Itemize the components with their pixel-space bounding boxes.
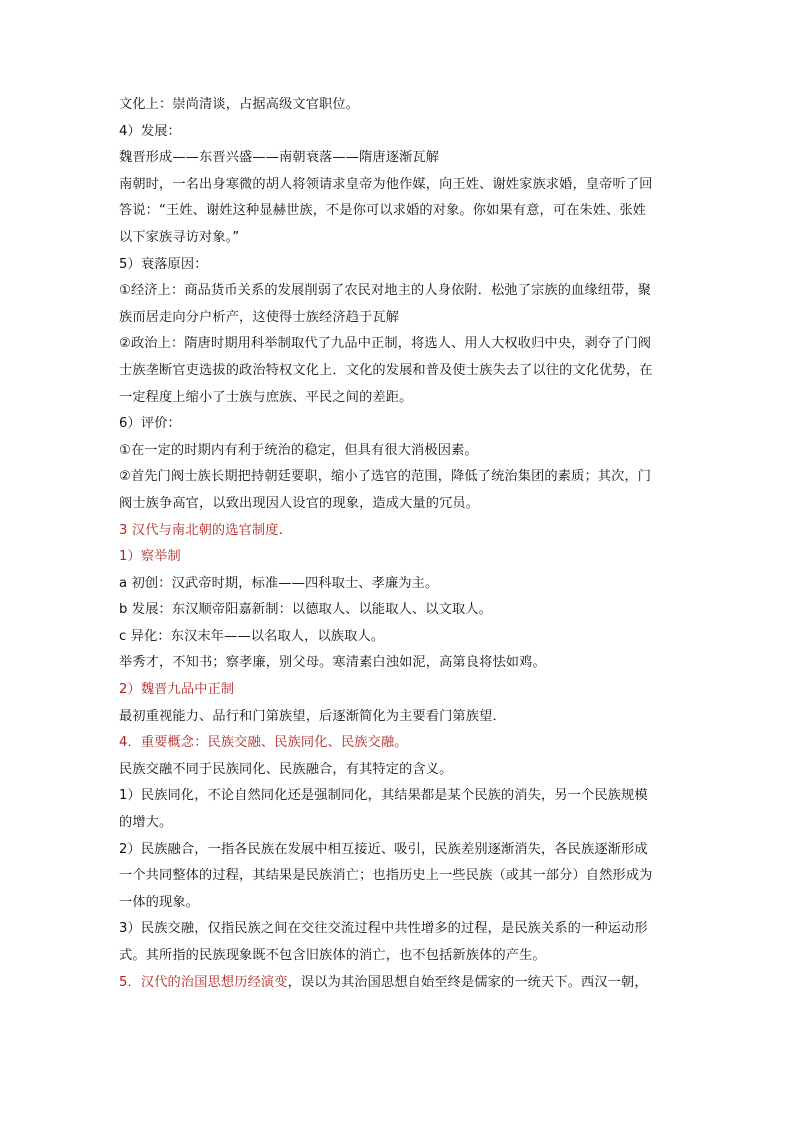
text-line: 民族交融不同于民族同化、民族融合，有其特定的含义。 — [119, 761, 453, 777]
text-line: 2）民族融合，一指各民族在发展中相互接近、吸引，民族差别逐渐消失，各民族逐渐形成 — [119, 841, 648, 857]
text-line: 6）评价： — [119, 416, 181, 432]
section-5-text: ，误以为其治国思想自始至终是儒家的一统天下。西汉一朝， — [287, 974, 648, 990]
section-heading-line: 4．重要概念：民族交融、民族同化、民族交融。 — [119, 735, 408, 751]
text-line: 阀士族争高官，以致出现因人设官的现象，造成大量的冗员。 — [119, 495, 480, 511]
text-line: 4）发展： — [119, 123, 181, 139]
section-5-heading: 5．汉代的治国思想历经演变 — [119, 974, 288, 990]
text-line: a 初创：汉武帝时期，标准——四科取士、孝廉为主。 — [119, 575, 439, 591]
text-line: 魏晋形成——东晋兴盛——南朝衰落——隋唐逐渐瓦解 — [119, 150, 440, 166]
text-line: 南朝时，一名出身寒微的胡人将领请求皇帝为他作媒，向王姓、谢姓家族求婚，皇帝听了回 — [119, 176, 653, 192]
text-line: b 发展：东汉顺帝阳嘉新制：以德取人、以能取人、以文取人。 — [119, 602, 492, 618]
section-heading-line: 2）魏晋九品中正制 — [119, 682, 235, 698]
text-line: ①经济上：商品货币关系的发展削弱了农民对地主的人身依附．松弛了宗族的血缘纽带，聚 — [119, 283, 652, 299]
document-page — [119, 92, 679, 996]
text-line: 族而居走向分户析产，这使得士族经济趋于瓦解 — [119, 309, 400, 325]
section-heading-line: 3 汉代与南北朝的选官制度. — [119, 522, 283, 538]
text-line: 最初重视能力、品行和门第族望，后逐渐简化为主要看门第族望． — [119, 708, 506, 724]
text-line: 举秀才，不知书；察孝廉，别父母。寒清素白浊如泥，高第良将怯如鸡。 — [119, 655, 546, 671]
text-line: 5）衰落原因： — [119, 256, 208, 272]
text-line: ②政治上：隋唐时期用科举制取代了九品中正制，将选人、用人大权收归中央，剥夺了门阀 — [119, 336, 652, 352]
text-line: 的增大。 — [119, 815, 173, 831]
text-line: 1）民族同化，不论自然同化还是强制同化，其结果都是某个民族的消失，另一个民族规模 — [119, 788, 648, 804]
text-line: 文化上：崇尚清谈，占据高级文官职位。 — [119, 97, 360, 112]
text-line: 式。其所指的民族现象既不包含旧族体的消亡，也不包括新族体的产生。 — [119, 948, 546, 963]
text-line: 答说：“王姓、谢姓这种显赫世族，不是你可以求婚的对象。你如果有意，可在朱姓、张姓 — [119, 203, 647, 219]
document-body — [119, 92, 679, 970]
text-line: 3）民族交融，仅指民族之间在交往交流过程中共性增多的过程，是民族关系的一种运动形 — [119, 921, 648, 937]
text-line: c 异化：东汉末年——以名取人，以族取人。 — [119, 628, 385, 644]
text-line: 一定程度上缩小了士族与庶族、平民之间的差距。 — [119, 389, 413, 405]
section-heading-line: 1）察举制 — [119, 549, 181, 565]
text-line: 以下家族寻访对象。” — [119, 229, 240, 245]
text-line: ②首先门阀士族长期把持朝廷要职，缩小了选官的范围，降低了统治集团的素质；其次，门 — [119, 469, 652, 485]
text-line: ①在一定的时期内有利于统治的稳定，但具有很大消极因素。 — [119, 442, 478, 458]
last-paragraph-line — [119, 970, 679, 997]
text-line: 一体的现象。 — [119, 894, 200, 910]
text-line: 士族垄断官吏选拔的政治特权文化上．文化的发展和普及使士族失去了以往的文化优势，在 — [119, 362, 653, 378]
text-line: 一个共同整体的过程，其结果是民族消亡；也指历史上一些民族（或其一部分）自然形成为 — [119, 868, 653, 884]
